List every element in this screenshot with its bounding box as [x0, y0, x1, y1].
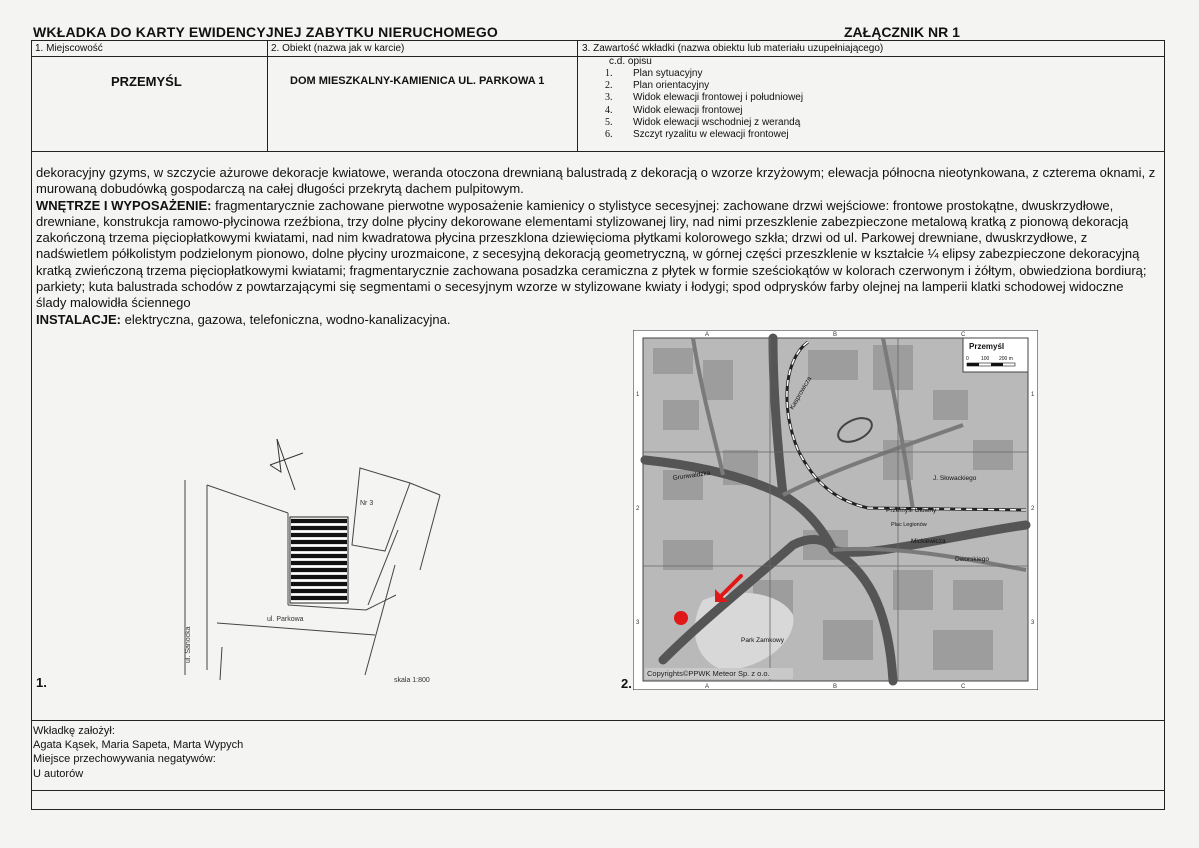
map-copyright: Copyrights©PPWK Meteor Sp. z o.o.	[647, 669, 770, 678]
map-label-slowackiego: J. Słowackiego	[933, 475, 977, 482]
interior-paragraph	[36, 198, 1156, 312]
north-arrow-icon	[270, 439, 303, 490]
card-title: WKŁADKA DO KARTY EWIDENCYJNEJ ZABYTKU NIERUCHOMEGO	[33, 24, 499, 40]
footer-divider	[31, 720, 1165, 721]
map-label-grunwaldzka: Grunwaldzka	[672, 469, 711, 482]
locality-label: 1. Miejscowość	[35, 43, 103, 54]
map-label-dworskiego: Dworskiego	[955, 556, 989, 563]
map-label-plac: Plac Legionów	[891, 522, 927, 528]
appendix-label: ZAŁĄCZNIK NR 1	[844, 24, 960, 40]
svg-text:2: 2	[1031, 506, 1035, 512]
svg-text:2: 2	[636, 506, 640, 512]
map-title: Przemyśl	[969, 342, 1005, 351]
svg-text:A: A	[705, 684, 710, 690]
contents-item: 1. Plan sytuacyjny	[605, 68, 703, 79]
svg-text:B: B	[833, 684, 838, 690]
svg-text:3: 3	[1031, 620, 1035, 626]
svg-text:200 m: 200 m	[999, 356, 1013, 362]
contents-item: 2. Plan orientacyjny	[605, 80, 710, 92]
svg-text:B: B	[833, 332, 838, 338]
building-label: Nr 3	[360, 500, 374, 507]
map-label-station: Przemyśl Główny	[886, 507, 937, 514]
map-label-mickiewicza: Mickiewicza	[911, 538, 946, 545]
figure-2-number: 2.	[621, 676, 632, 691]
authors: Agata Kąsek, Maria Sapeta, Marta Wypych	[33, 739, 244, 752]
svg-text:100: 100	[981, 356, 990, 362]
svg-text:C: C	[961, 684, 966, 690]
site-plan-figure	[170, 425, 460, 695]
svg-text:C: C	[961, 332, 966, 338]
map-label-park: Park Zamkowy	[741, 637, 784, 644]
street-parkowa-label: ul. Parkowa	[267, 616, 304, 623]
created-by-label: Wkładkę założył:	[33, 725, 115, 737]
svg-text:0: 0	[966, 356, 969, 362]
svg-text:A: A	[705, 332, 710, 338]
map-scale-legend	[963, 338, 1028, 372]
object-label: 2. Obiekt (nazwa jak w karcie)	[271, 43, 405, 54]
contents-item: 4. Widok elewacji frontowej	[605, 104, 743, 116]
object-value: DOM MIESZKALNY-KAMIENICA UL. PARKOWA 1	[290, 75, 545, 87]
installations-heading: INSTALACJE:	[36, 311, 121, 327]
header-block-divider	[31, 151, 1165, 152]
orientation-map-figure	[633, 330, 1038, 690]
column-divider-1	[267, 40, 268, 151]
figure-1-number: 1.	[36, 675, 47, 690]
footer-block	[33, 724, 243, 781]
contents-item: 3. Widok elewacji frontowej i południowej	[605, 92, 804, 104]
installations-paragraph	[36, 312, 1156, 328]
contents-label: 3. Zawartość wkładki (nazwa obiektu lub materiału uzupełniającego)	[582, 43, 884, 54]
description-intro: dekoracyjny gzyms, w szczycie ażurowe dekoracje kwiatowe, weranda otoczona drewnianą balustradą z dekoracją o wzorze krzyżowym; elewacja północna nieotynkowana, z czterema oknami, z murowaną dobudówką gospodarczą na całej długości przekrytą dachem pulpitowym.	[36, 165, 1156, 197]
interior-heading: WNĘTRZE I WYPOSAŻENIE:	[36, 197, 212, 213]
contents-item: 6. Szczyt ryzalitu w elewacji frontowej	[605, 128, 789, 140]
location-marker	[674, 611, 688, 625]
contents-list	[605, 68, 803, 141]
label-row-divider	[31, 56, 1165, 57]
interior-text: fragmentarycznie zachowane pierwotne wyposażenie kamienicy o stylistyce secesyjnej: zachowane drzwi wejściowe: frontowe prostokątne, dwuskrzydłowe, drewniane, konstrukcja ramowo-płycinowa rzeźbiona, trzy dolne płyciny dekorowane elementami stylizowanej liry, nad nimi przeszklenie zabezpieczone metalową kratką z pionową dekoracją zakończoną trzema pięciopłatkowymi kwiatami, nad nim kwadratowa płycina przeszklona dziewięcioma płytkami kolorowego szkła; drzwi od ul. Parkowej drewniane, dwuskrzydłowe, z nadświetlem półkolistym podzielonym pionowo, dolne płyciny urozmaicone, z secesyjną dekoracją geometryczną, w górnej części przeszklenie w kształcie ¼ elipsy zabezpieczone dekoracyjną kratką zwieńczoną trzema pięciopłatkowymi kwiatami; fragmentarycznie zachowana posadzka ceramiczna z płytek w formie sześciokątów w kolorach czerwonym i żółtym, obwiedziona bordiurą; parkiety; kuta balustrada schodów z powtarzającymi się segmentami o secesyjnym wzorze w stylizowane kwiaty i łodygi; spod odprysków farby olejnej na lamperii klatki schodowej widoczne ślady malowidła ściennego	[36, 197, 1147, 311]
storage-value: U autorów	[33, 767, 84, 780]
storage-label: Miejsce przechowywania negatywów:	[33, 753, 216, 766]
street-sanocka-label: ul. Sanocka	[185, 626, 192, 663]
scale-label: skala 1:800	[394, 677, 430, 684]
contents-intro: c.d. opisu	[609, 56, 652, 67]
column-divider-2	[577, 40, 578, 151]
map-label-kasprowicza: Kasprowicza	[788, 375, 814, 411]
svg-text:3: 3	[636, 620, 640, 626]
description-block	[36, 165, 1156, 328]
locality-value: PRZEMYŚL	[111, 74, 182, 89]
contents-item: 5. Widok elewacji wschodniej z werandą	[605, 116, 801, 128]
svg-text:1: 1	[1031, 392, 1035, 398]
footer-divider-2	[31, 790, 1165, 791]
installations-text: elektryczna, gazowa, telefoniczna, wodno-kanalizacyjna.	[120, 311, 451, 327]
svg-text:1: 1	[636, 392, 640, 398]
